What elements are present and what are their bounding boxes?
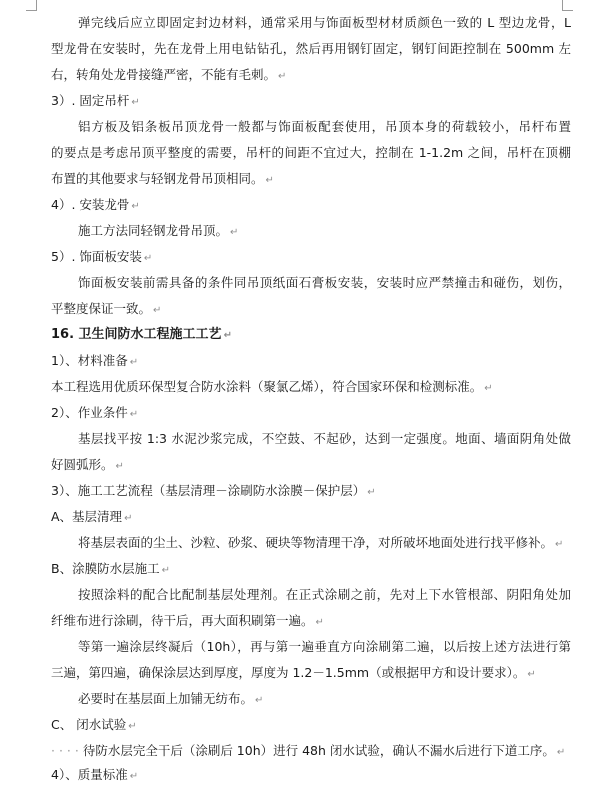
line-text: 铝方板及铝条板吊顶龙骨一般都与饰面板配套使用，吊顶本身的荷载较小，吊杆布置 xyxy=(78,119,571,134)
line-text: 三遍，第四遍，确保涂层达到厚度，厚度为 1.2－1.5mm（或根据甲方和设计要求）。 xyxy=(51,665,526,680)
paragraph-mark-icon: ↵ xyxy=(223,330,232,341)
line-text: 等第一遍涂层终凝后（10h），再与第一遍垂直方向涂刷第二遍，以后按上述方法进行第 xyxy=(78,639,571,654)
heading-5-panel-install xyxy=(0,244,610,270)
text-line-27 xyxy=(0,686,610,712)
text-line-18 xyxy=(0,452,610,478)
text-line-5 xyxy=(0,114,571,140)
paragraph-mark-icon: ↵ xyxy=(128,721,137,732)
paragraph-mark-icon: ↵ xyxy=(129,409,139,420)
line-text: 必要时在基层面上加铺无纺布。 xyxy=(78,691,254,706)
text-line-11 xyxy=(0,270,571,296)
text-line-25 xyxy=(0,634,571,660)
heading-4-quality xyxy=(0,762,610,788)
section-heading-16 xyxy=(0,322,610,348)
text-line-17 xyxy=(0,426,571,452)
paragraph-mark-icon: ↵ xyxy=(230,227,239,238)
line-text: 平整度保证一致。 xyxy=(51,301,152,316)
line-text: 3）、施工工艺流程（基层清理－涂刷防水涂膜－保护层） xyxy=(51,483,366,498)
text-line-15 xyxy=(0,374,610,400)
line-text: 将基层表面的尘土、沙粒、砂浆、硬块等物清理干净，对所破坏地面处进行找平修补。 xyxy=(78,535,554,550)
line-text: 5）. 饰面板安装 xyxy=(51,249,142,264)
line-text: 基层找平按 1:3 水泥沙浆完成，不空鼓、不起砂，达到一定强度。地面、墙面阴角处做 xyxy=(78,431,571,446)
paragraph-mark-icon: ↵ xyxy=(143,253,153,264)
text-line-2 xyxy=(0,36,571,62)
paragraph-mark-icon: ↵ xyxy=(555,539,564,550)
leader-dots: · · · · xyxy=(51,743,79,758)
line-text: 布置的其他要求与轻钢龙骨吊顶相同。 xyxy=(51,171,264,186)
line-text: B、涂膜防水层施工 xyxy=(51,561,160,576)
line-text: 弹完线后应立即固定封边材料，通常采用与饰面板型材材质颜色一致的 L 型边龙骨，L xyxy=(78,15,571,30)
paragraph-mark-icon: ↵ xyxy=(367,487,376,498)
heading-3-process-flow xyxy=(0,478,610,504)
paragraph-mark-icon: ↵ xyxy=(161,565,170,576)
line-text: 2）、作业条件 xyxy=(51,405,128,420)
paragraph-mark-icon: ↵ xyxy=(129,357,139,368)
line-text: 待防水层完全干后（涂刷后 10h）进行 48h 闭水试验，确认不漏水后进行下道工序。 xyxy=(82,743,555,758)
line-text: 16. 卫生间防水工程施工工艺 xyxy=(51,327,222,342)
text-line-24 xyxy=(0,608,610,634)
line-text: 纤维布进行涂刷，待干后，再大面积刷第一遍。 xyxy=(51,613,314,628)
paragraph-mark-icon: ↵ xyxy=(556,747,566,758)
line-text: 好圆弧形。 xyxy=(51,457,114,472)
line-text: 本工程选用优质环保型复合防水涂料（聚氯乙烯），符合国家环保和检测标准。 xyxy=(51,379,483,394)
text-line-21 xyxy=(0,530,610,556)
text-line-7 xyxy=(0,166,610,192)
line-text: 的要点是考虑吊顶平整度的需要，吊杆的间距不宜过大，控制在 1-1.2m 之间，吊杆在顶棚 xyxy=(51,145,571,160)
heading-c-water-test xyxy=(0,712,610,738)
paragraph-mark-icon: ↵ xyxy=(265,175,274,186)
heading-2-conditions xyxy=(0,400,610,426)
paragraph-mark-icon: ↵ xyxy=(124,513,133,524)
heading-1-materials xyxy=(0,348,610,374)
text-line-23 xyxy=(0,582,571,608)
text-line-26 xyxy=(0,660,610,686)
heading-4-install-keel xyxy=(0,192,610,218)
heading-3-fix-hangers xyxy=(0,88,610,114)
line-text: 型龙骨在安装时，先在龙骨上用电钻钻孔，然后再用钢钉固定，钢钉间距控制在 500mm 左 xyxy=(51,41,571,56)
line-text: C、 闭水试验 xyxy=(51,717,127,732)
line-text: 4）. 安装龙骨 xyxy=(51,197,130,212)
text-line-6 xyxy=(0,140,571,166)
paragraph-mark-icon: ↵ xyxy=(131,97,140,108)
paragraph-mark-icon: ↵ xyxy=(315,617,324,628)
line-text: 按照涂料的配合比配制基层处理剂。在正式涂刷之前，先对上下水管根部、阴阳角处加 xyxy=(78,587,571,602)
paragraph-mark-icon: ↵ xyxy=(278,71,287,82)
text-line-3 xyxy=(0,62,610,88)
paragraph-mark-icon: ↵ xyxy=(131,201,140,212)
paragraph-mark-icon: ↵ xyxy=(484,383,493,394)
text-line-9 xyxy=(0,218,610,244)
paragraph-mark-icon: ↵ xyxy=(153,305,162,316)
line-text: 饰面板安装前需具备的条件同吊顶纸面石膏板安装，安装时应严禁撞击和碰伤，划伤， xyxy=(78,275,571,290)
line-text: 4）、质量标准 xyxy=(51,767,128,782)
line-text: 施工方法同轻钢龙骨吊顶。 xyxy=(78,223,229,238)
line-text: 右，转角处龙骨接缝严密，不能有毛刺。 xyxy=(51,67,277,82)
text-line-12 xyxy=(0,296,610,322)
paragraph-mark-icon: ↵ xyxy=(115,461,124,472)
heading-b-membrane xyxy=(0,556,610,582)
heading-a-base-clean xyxy=(0,504,610,530)
text-line-29 xyxy=(0,738,610,764)
line-text: 1）、材料准备 xyxy=(51,353,128,368)
text-line-1 xyxy=(0,10,571,36)
paragraph-mark-icon: ↵ xyxy=(129,771,139,782)
line-text: 3）. 固定吊杆 xyxy=(51,93,130,108)
paragraph-mark-icon: ↵ xyxy=(255,695,264,706)
line-text: A、基层清理 xyxy=(51,509,123,524)
paragraph-mark-icon: ↵ xyxy=(527,669,536,680)
